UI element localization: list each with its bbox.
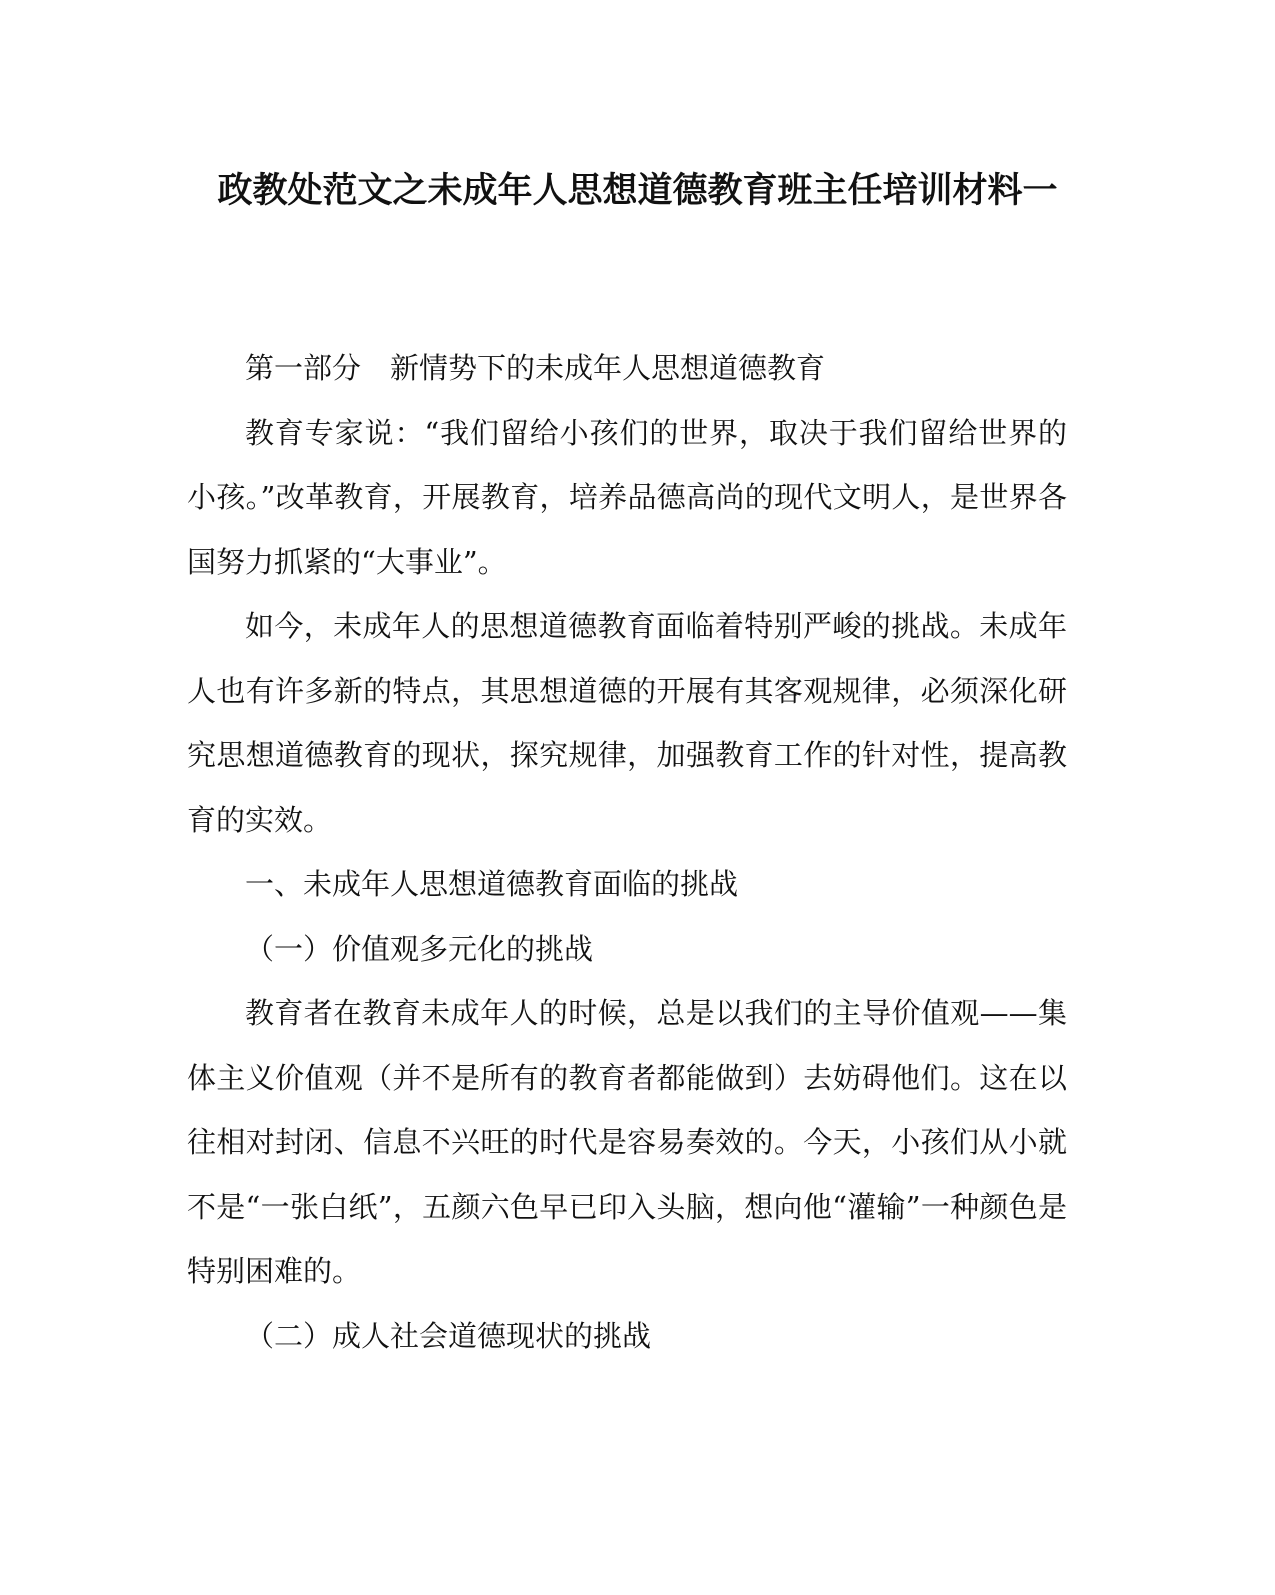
section-heading: 第一部分 新情势下的未成年人思想道德教育 <box>245 351 826 385</box>
document-body <box>187 336 1067 1368</box>
document-title: 政教处范文之未成年人思想道德教育班主任培训材料一 <box>217 170 1058 211</box>
subsection-heading: 一、未成年人思想道德教育面临的挑战 <box>245 867 739 901</box>
body-paragraph: 如今，未成年人的思想道德教育面临着特别严峻的挑战。未成年人也有许多新的特点，其思想道德的开展有其客观规律，必须深化研究思想道德教育的现状，探究规律，加强教育工作的针对性，提高教育的实效。 <box>187 609 1067 837</box>
subsection-heading: （一）价值观多元化的挑战 <box>245 931 594 966</box>
body-paragraph: 教育专家说：“我们留给小孩们的世界，取决于我们留给世界的小孩。”改革教育，开展教育，培养品德高尚的现代文明人，是世界各国努力抓紧的“大事业”。 <box>187 415 1067 579</box>
subsection-heading: （二）成人社会道德现状的挑战 <box>245 1318 652 1353</box>
body-paragraph: 教育者在教育未成年人的时候，总是以我们的主导价值观——集体主义价值观（并不是所有的教育者都能做到）去妨碍他们。这在以往相对封闭、信息不兴旺的时代是容易奏效的。今天，小孩们从小就不是“一张白纸”，五颜六色早已印入头脑，想向他“灌输”一种颜色是特别困难的。 <box>187 996 1067 1288</box>
